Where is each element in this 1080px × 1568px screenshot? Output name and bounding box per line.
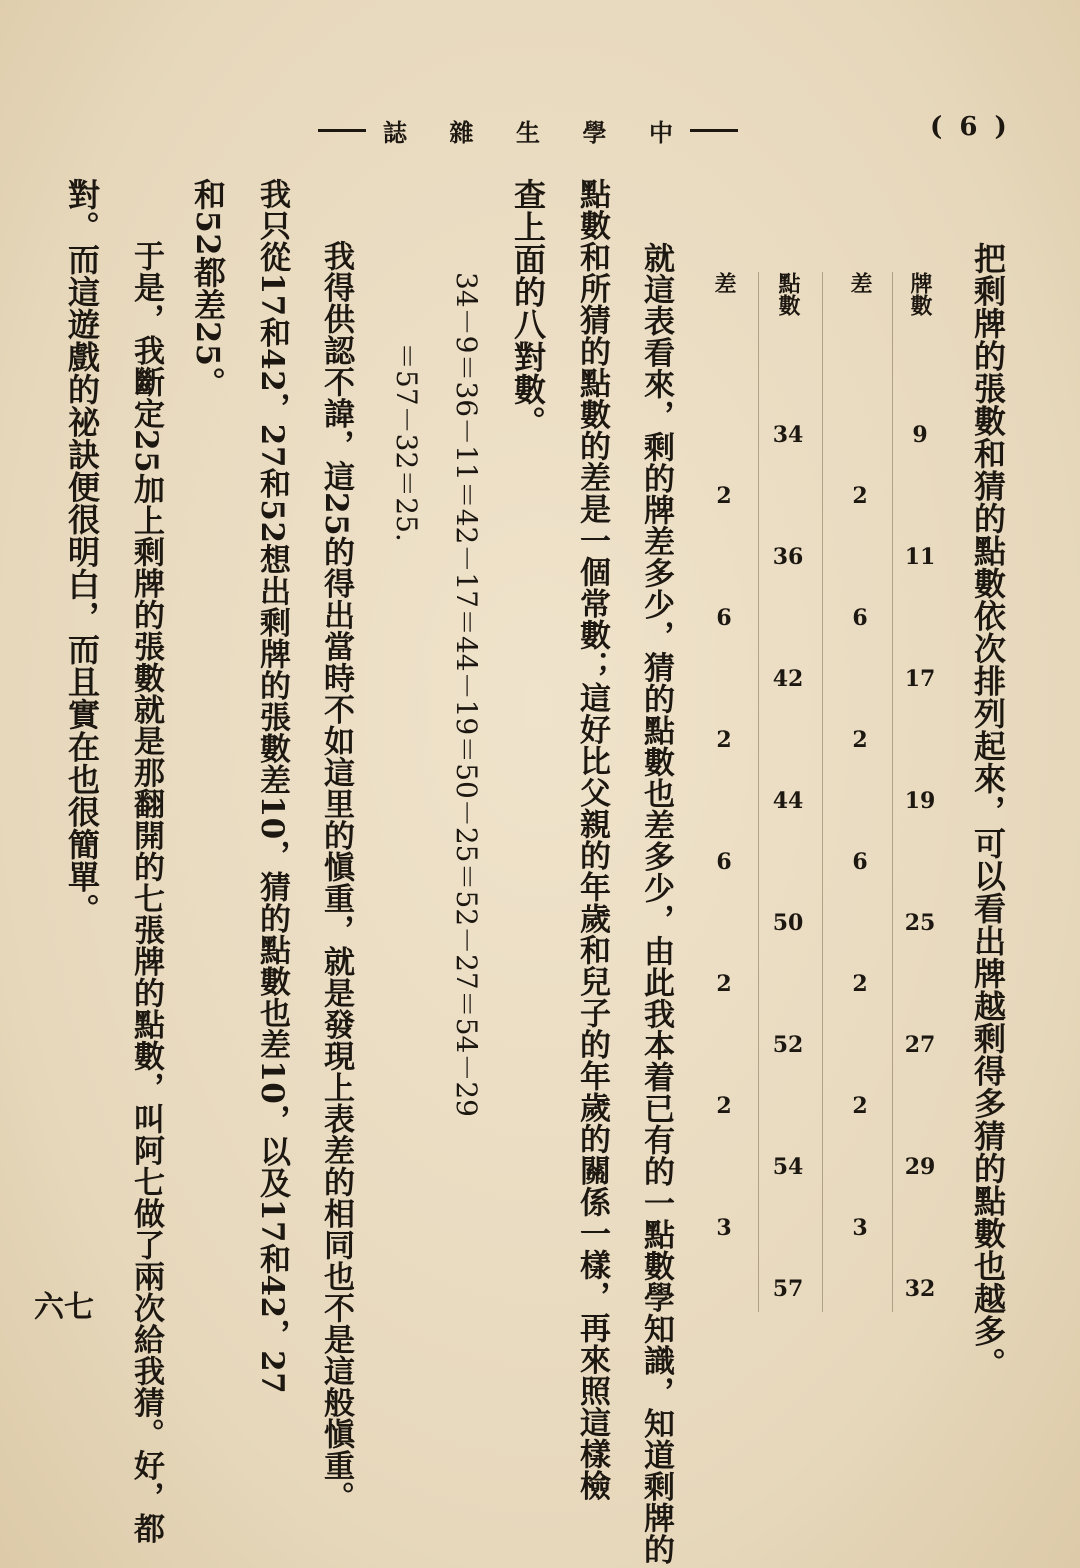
body-line: 點數和所猜的點數的差是一個常數；這好比父親的年歲和兒子的年歲的關係一樣，再來照這樣檢 — [574, 178, 610, 1501]
body-line: 查上面的八對數。 — [509, 178, 547, 438]
table-column-diff — [840, 272, 880, 1312]
table-cell: 3 — [716, 1215, 732, 1241]
table-rule — [822, 272, 823, 1312]
equation-line: ＝57－32＝25. — [390, 342, 423, 542]
header-char: 生 — [516, 117, 540, 147]
body-line: 我得供認不諱，這25的得出當時不如這里的愼重，就是發現上表差的相同也不是這般愼重。 — [318, 240, 354, 1513]
table-cell: 25 — [904, 910, 936, 936]
table-header: 差 — [711, 272, 737, 294]
table-cell: 29 — [904, 1154, 936, 1180]
table-cell: 27 — [904, 1032, 936, 1058]
header-char: 學 — [582, 117, 607, 147]
body-line: 于是，我斷定25加上剩牌的張數就是那翻開的七張牌的點數，叫阿七做了兩次給我猜。好，都 — [128, 240, 164, 1545]
table-cell: 54 — [772, 1154, 804, 1180]
header-char: 中 — [649, 117, 673, 147]
body-line: 對。而這遊戲的祕訣便很明白，而且實在也很簡單。 — [63, 178, 101, 926]
table-cell: 2 — [716, 483, 732, 509]
body-line: 我只從17和42，27和52想出剩牌的張數差10，猜的點數也差10，以及17和42，27 — [254, 178, 290, 1395]
table-rule — [892, 272, 893, 1312]
page-number: ( 6 ) — [930, 112, 1011, 142]
table-cell: 44 — [772, 788, 804, 814]
table-cell: 17 — [904, 666, 936, 692]
table-cell: 11 — [904, 544, 936, 570]
table-cell: 2 — [716, 1093, 732, 1119]
table-cell: 50 — [772, 910, 804, 936]
table-cell: 42 — [772, 666, 804, 692]
header-rule-right — [690, 129, 738, 132]
table-cell: 32 — [904, 1276, 936, 1302]
table-cell: 6 — [716, 849, 732, 875]
table-header: 牌數 — [907, 272, 933, 316]
table-cell: 36 — [772, 544, 804, 570]
table-column-cards — [900, 272, 940, 1312]
table-cell: 34 — [772, 422, 804, 448]
table-rule — [758, 272, 759, 1312]
table-cell: 2 — [852, 483, 868, 509]
header-char: 雜 — [449, 117, 474, 147]
header-rule-left — [318, 129, 366, 132]
journal-title — [383, 113, 673, 148]
table-cell: 2 — [852, 1093, 868, 1119]
table-header: 點數 — [775, 272, 801, 316]
table-cell: 6 — [852, 605, 868, 631]
table-cell: 52 — [772, 1032, 804, 1058]
table-cell: 6 — [852, 849, 868, 875]
table-cell: 9 — [912, 422, 928, 448]
equation-line: 34－9＝36－11＝42－17＝44－19＝50－25＝52－27＝54－29 — [450, 272, 483, 1117]
table-header: 差 — [847, 272, 873, 294]
table-cell: 19 — [904, 788, 936, 814]
table-cell: 2 — [852, 727, 868, 753]
body-line: 和52都差25。 — [189, 178, 227, 400]
table-column-points — [768, 272, 808, 1312]
header-char: 誌 — [383, 117, 407, 147]
table-cell: 6 — [716, 605, 732, 631]
table-cell: 57 — [772, 1276, 804, 1302]
table-cell: 2 — [716, 971, 732, 997]
table-cell: 2 — [716, 727, 732, 753]
table-cell: 2 — [852, 971, 868, 997]
table-column-diff — [704, 272, 744, 1312]
body-line: 就這表看來，剩的牌差多少，猜的點數也差多少，由此我本着已有的一點數學知識，知道剩牌的 — [638, 242, 674, 1565]
running-header — [318, 108, 738, 152]
data-table — [700, 272, 940, 1322]
body-line: 把剩牌的張數和猜的點數依次排列起來，可以看出牌越剩得多猜的點數也越多。 — [969, 242, 1007, 1380]
table-cell: 3 — [852, 1215, 868, 1241]
folio-mark: 六七 — [34, 1290, 94, 1325]
